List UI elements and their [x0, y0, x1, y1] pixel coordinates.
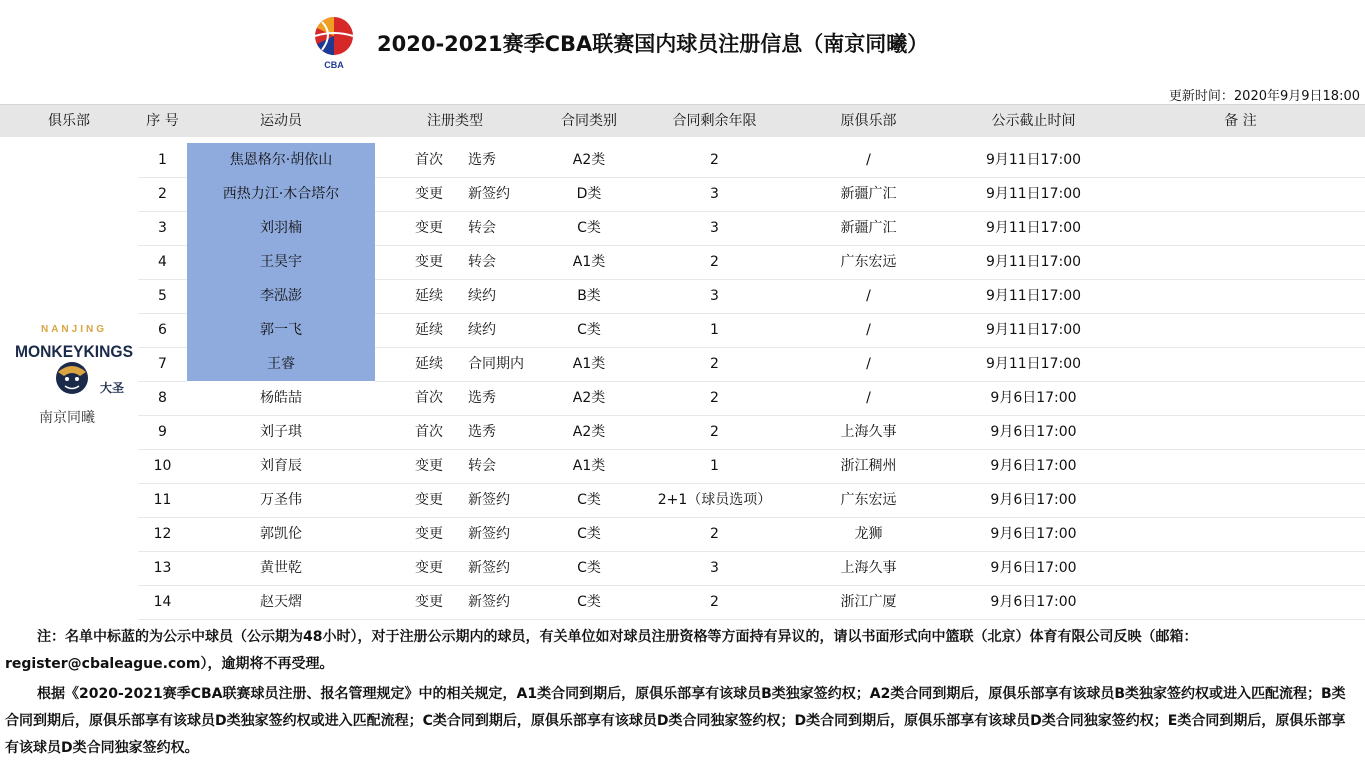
prev-club: 新疆广汇 [840, 220, 897, 236]
reg-type-secondary: 转会 [468, 220, 496, 236]
row-number: 7 [158, 356, 167, 372]
player-name: 王昊宇 [187, 245, 375, 280]
player-name: 王睿 [187, 347, 375, 382]
row-number: 3 [158, 220, 167, 236]
reg-type-primary: 首次 [415, 152, 443, 168]
logo-text-monkeykings: MONKEYKINGS [15, 342, 133, 361]
prev-club: 上海久事 [840, 424, 897, 440]
deadline: 9月6日17:00 [990, 492, 1077, 508]
player-name: 郭凯伦 [260, 526, 302, 542]
reg-type-primary: 延续 [415, 356, 443, 372]
table-row [138, 211, 1365, 246]
years-left: 3 [710, 288, 719, 304]
row-number: 9 [158, 424, 167, 440]
prev-club: / [866, 356, 871, 372]
col-club: 俱乐部 [48, 113, 90, 129]
prev-club: 龙狮 [854, 526, 883, 542]
update-time [1169, 85, 1360, 104]
row-number: 5 [158, 288, 167, 304]
reg-type-secondary: 续约 [468, 322, 496, 338]
player-name: 黄世乾 [260, 560, 302, 576]
deadline: 9月6日17:00 [990, 424, 1077, 440]
club-name: 南京同曦 [39, 410, 95, 426]
player-name: 李泓澎 [187, 279, 375, 314]
years-left: 2 [710, 594, 719, 610]
years-left: 2 [710, 254, 719, 270]
reg-type-secondary: 转会 [468, 254, 496, 270]
contract-type: A2类 [572, 152, 606, 168]
prev-club: / [866, 288, 871, 304]
table-row [138, 483, 1365, 518]
contract-type: D类 [576, 186, 602, 202]
deadline: 9月6日17:00 [990, 390, 1077, 406]
player-name: 郭一飞 [187, 313, 375, 348]
logo-text-nanjing: NANJING [40, 324, 108, 335]
row-number: 6 [158, 322, 167, 338]
deadline: 9月11日17:00 [985, 322, 1082, 338]
years-left: 2 [710, 424, 719, 440]
reg-type-primary: 变更 [415, 594, 443, 610]
table-row [138, 585, 1365, 620]
deadline: 9月11日17:00 [985, 288, 1082, 304]
table-row [138, 143, 1365, 178]
row-number: 14 [153, 594, 172, 610]
prev-club: 广东宏远 [840, 492, 897, 508]
table-row [138, 517, 1365, 552]
years-left: 2 [710, 526, 719, 542]
contract-type: C类 [577, 526, 601, 542]
prev-club: 广东宏远 [840, 254, 897, 270]
player-name: 赵天熠 [260, 594, 302, 610]
years-left: 2+1（球员选项） [657, 492, 772, 508]
player-name: 万圣伟 [260, 492, 302, 508]
reg-type-secondary: 选秀 [468, 424, 496, 440]
reg-type-primary: 变更 [415, 560, 443, 576]
reg-type-primary: 首次 [415, 424, 443, 440]
table-row [138, 551, 1365, 586]
deadline: 9月11日17:00 [985, 220, 1082, 236]
contract-type: C类 [577, 594, 601, 610]
years-left: 3 [710, 560, 719, 576]
reg-type-secondary: 转会 [468, 458, 496, 474]
player-name: 刘育辰 [260, 458, 302, 474]
page-header [0, 0, 1365, 84]
row-number: 2 [158, 186, 167, 202]
player-name: 杨皓喆 [260, 390, 302, 406]
prev-club: / [866, 152, 871, 168]
reg-type-secondary: 新签约 [468, 560, 510, 576]
contract-type: A1类 [572, 458, 606, 474]
table-row [138, 245, 1365, 280]
prev-club: / [866, 390, 871, 406]
years-left: 3 [710, 186, 719, 202]
deadline: 9月6日17:00 [990, 526, 1077, 542]
reg-type-primary: 变更 [415, 220, 443, 236]
player-name: 西热力江·木合塔尔 [187, 177, 375, 212]
row-number: 1 [158, 152, 167, 168]
reg-type-secondary: 新签约 [468, 186, 510, 202]
reg-type-secondary: 新签约 [468, 492, 510, 508]
table-row [138, 313, 1365, 348]
reg-type-primary: 首次 [415, 390, 443, 406]
footer-notes [5, 624, 1357, 762]
col-reg-type: 注册类型 [427, 113, 483, 129]
table-header [0, 104, 1365, 137]
club-cell [0, 142, 138, 616]
reg-type-secondary: 选秀 [468, 152, 496, 168]
table-row [138, 449, 1365, 484]
col-years-left: 合同剩余年限 [672, 113, 757, 129]
note-public-period: 注：名单中标蓝的为公示中球员（公示期为48小时），对于注册公示期内的球员，有关单位如对球员注册资格等方面持有异议的，请以书面形式向中篮联（北京）体育有限公司反映（邮箱：register@cbaleague.com），逾期将不再受理。 [5, 629, 1198, 672]
reg-type-secondary: 新签约 [468, 526, 510, 542]
row-number: 4 [158, 254, 167, 270]
player-name: 刘羽楠 [187, 211, 375, 246]
row-number: 8 [158, 390, 167, 406]
col-deadline: 公示截止时间 [991, 113, 1076, 129]
reg-type-secondary: 选秀 [468, 390, 496, 406]
monkey-kings-logo [14, 320, 134, 398]
cba-logo [312, 14, 356, 70]
cba-logo-text: CBA [324, 60, 344, 70]
reg-type-secondary: 续约 [468, 288, 496, 304]
years-left: 2 [710, 390, 719, 406]
deadline: 9月6日17:00 [990, 458, 1077, 474]
player-name: 焦恩格尔·胡依山 [187, 143, 375, 178]
table-row [138, 279, 1365, 314]
row-number: 13 [153, 560, 172, 576]
table-row [138, 177, 1365, 212]
page-title: 2020-2021赛季CBA联赛国内球员注册信息（南京同曦） [377, 32, 929, 56]
table-row [138, 347, 1365, 382]
deadline: 9月6日17:00 [990, 560, 1077, 576]
col-remarks: 备 注 [1224, 113, 1257, 129]
row-number: 10 [153, 458, 172, 474]
row-number: 11 [153, 492, 172, 508]
deadline: 9月11日17:00 [985, 152, 1082, 168]
reg-type-secondary: 新签约 [468, 594, 510, 610]
prev-club: 浙江稠州 [840, 458, 897, 474]
reg-type-secondary: 合同期内 [468, 356, 524, 372]
note-contract-rules: 根据《2020-2021赛季CBA联赛球员注册、报名管理规定》中的相关规定，A1类合同到期后，原俱乐部享有该球员B类独家签约权；A2类合同到期后，原俱乐部享有该球员B类独家签约权或进入匹配流程；B类合同到期后，原俱乐部享有该球员D类独家签约权或进入匹配流程；C类合同到期后，原俱乐部享有该球员D类合同独家签约权；D类合同到期后，原俱乐部享有该球员D类合同独家签约权；E类合同到期后，原俱乐部享有该球员D类合同独家签约权。 [5, 686, 1346, 756]
reg-type-primary: 变更 [415, 186, 443, 202]
contract-type: A1类 [572, 254, 606, 270]
prev-club: 上海久事 [840, 560, 897, 576]
col-contract-type: 合同类别 [561, 113, 617, 129]
update-time-label: 更新时间： [1168, 89, 1234, 104]
table-row [138, 381, 1365, 416]
years-left: 1 [710, 458, 719, 474]
contract-type: C类 [577, 492, 601, 508]
contract-type: C类 [577, 220, 601, 236]
col-number: 序 号 [146, 113, 179, 129]
contract-type: A2类 [572, 390, 606, 406]
col-player: 运动员 [260, 113, 302, 129]
update-time-value: 2020年9月9日18:00 [1233, 89, 1360, 104]
reg-type-primary: 变更 [415, 458, 443, 474]
logo-text-dasheng: 大圣 [100, 381, 125, 395]
col-prev-club: 原俱乐部 [840, 113, 897, 129]
deadline: 9月11日17:00 [985, 186, 1082, 202]
years-left: 2 [710, 356, 719, 372]
reg-type-primary: 延续 [415, 322, 443, 338]
contract-type: C类 [577, 322, 601, 338]
years-left: 2 [710, 152, 719, 168]
contract-type: A1类 [572, 356, 606, 372]
reg-type-primary: 变更 [415, 254, 443, 270]
table-row [138, 415, 1365, 450]
prev-club: / [866, 322, 871, 338]
prev-club: 新疆广汇 [840, 186, 897, 202]
deadline: 9月6日17:00 [990, 594, 1077, 610]
deadline: 9月11日17:00 [985, 254, 1082, 270]
deadline: 9月11日17:00 [985, 356, 1082, 372]
contract-type: A2类 [572, 424, 606, 440]
reg-type-primary: 变更 [415, 526, 443, 542]
contract-type: B类 [577, 288, 601, 304]
prev-club: 浙江广厦 [840, 594, 897, 610]
reg-type-primary: 变更 [415, 492, 443, 508]
years-left: 3 [710, 220, 719, 236]
years-left: 1 [710, 322, 719, 338]
reg-type-primary: 延续 [415, 288, 443, 304]
row-number: 12 [153, 526, 172, 542]
contract-type: C类 [577, 560, 601, 576]
player-name: 刘子琪 [260, 424, 302, 440]
